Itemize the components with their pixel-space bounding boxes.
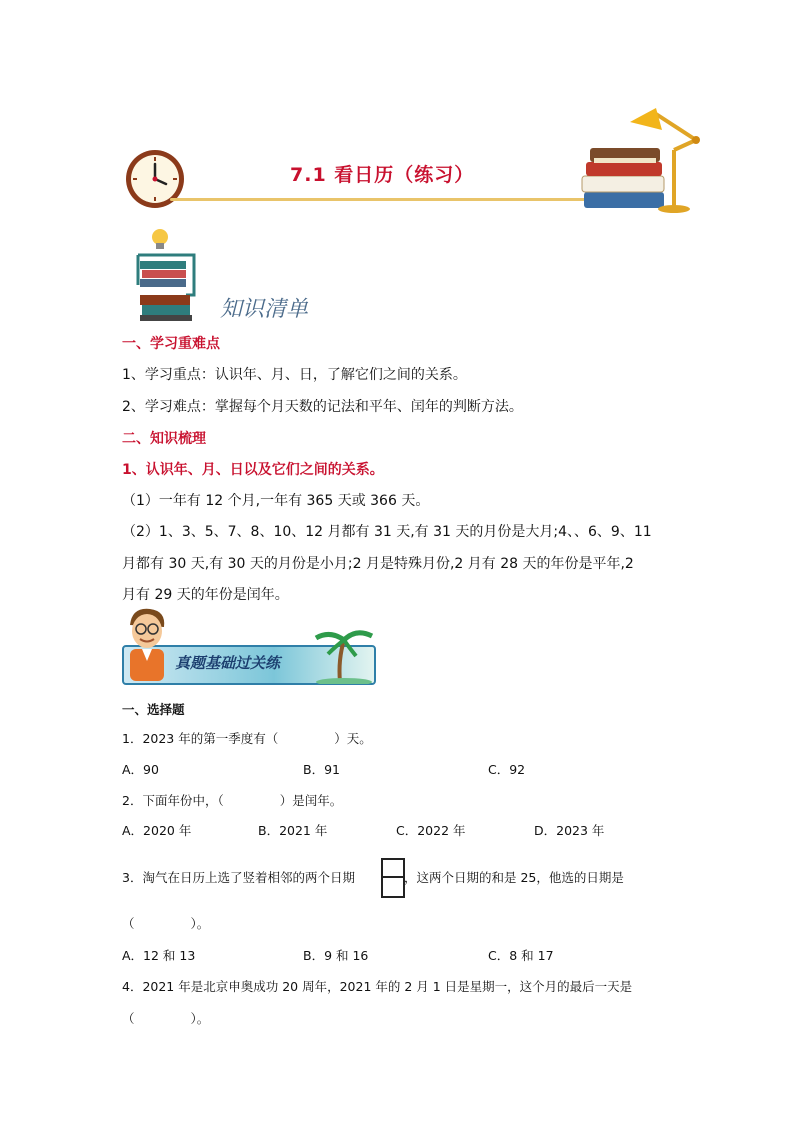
question-1-option-a[interactable]: A．90 xyxy=(122,762,159,777)
calendar-date-box xyxy=(381,858,405,898)
question-2-option-b[interactable]: B．2021 年 xyxy=(258,823,328,838)
key-point-line: 1、学习重点：认识年、月、日，了解它们之间的关系。 xyxy=(122,367,467,383)
question-2-option-d[interactable]: D．2023 年 xyxy=(534,823,605,838)
question-3-option-a[interactable]: A．12 和 13 xyxy=(122,948,196,963)
question-4-stem: 4．2021 年是北京申奥成功 20 周年，2021 年的 2 月 1 日是星期一，这个月的最后一天是 xyxy=(122,979,633,994)
knowledge-books-icon xyxy=(134,225,212,323)
difficulty-line: 2、学习难点：掌握每个月天数的记法和平年、闰年的判断方法。 xyxy=(122,399,523,415)
question-2-option-a[interactable]: A．2020 年 xyxy=(122,823,192,838)
books-lamp-icon xyxy=(578,100,708,215)
question-2-stem: 2．下面年份中，（ ）是闰年。 xyxy=(122,793,343,808)
knowledge-line: （2）1、3、5、7、8、10、12 月都有 31 天,有 31 天的月份是大月;4、、6、9、11 xyxy=(122,524,652,540)
question-1-option-c[interactable]: C．92 xyxy=(488,762,526,777)
calendar-date-divider xyxy=(381,876,405,878)
title-underline xyxy=(170,198,590,201)
question-3-option-c[interactable]: C．8 和 17 xyxy=(488,948,554,963)
knowledge-line: 月有 29 天的年份是闰年。 xyxy=(122,587,289,603)
question-3-paren: （ ）。 xyxy=(122,916,210,931)
palm-tree-icon xyxy=(310,626,376,684)
knowledge-list-heading: 知识清单 xyxy=(220,297,309,322)
knowledge-line: 月都有 30 天,有 30 天的月份是小月;2 月是特殊月份,2 月有 28 天的年份是平年,2 xyxy=(122,556,634,572)
section-heading-knowledge: 二、知识梳理 xyxy=(122,431,206,447)
question-3-stem-part2: ，这两个日期的和是 25，他选的日期是 xyxy=(404,870,624,885)
choice-section-heading: 一、选择题 xyxy=(122,702,185,717)
teacher-icon xyxy=(122,605,172,681)
section-heading-key-points: 一、学习重难点 xyxy=(122,336,220,352)
question-3-option-b[interactable]: B．9 和 16 xyxy=(303,948,369,963)
question-3-stem-part1: 3．淘气在日历上选了竖着相邻的两个日期 xyxy=(122,870,355,885)
question-4-paren: （ ）。 xyxy=(122,1011,210,1026)
question-2-option-c[interactable]: C．2022 年 xyxy=(396,823,466,838)
knowledge-line: （1）一年有 12 个月,一年有 365 天或 366 天。 xyxy=(122,493,430,509)
question-1-option-b[interactable]: B．91 xyxy=(303,762,340,777)
page-title: 7.1 看日历（练习） xyxy=(290,164,475,186)
question-1-stem: 1．2023 年的第一季度有（ ）天。 xyxy=(122,731,372,746)
knowledge-subheading: 1、认识年、月、日以及它们之间的关系。 xyxy=(122,462,384,478)
practice-banner-title: 真题基础过关练 xyxy=(175,654,281,672)
